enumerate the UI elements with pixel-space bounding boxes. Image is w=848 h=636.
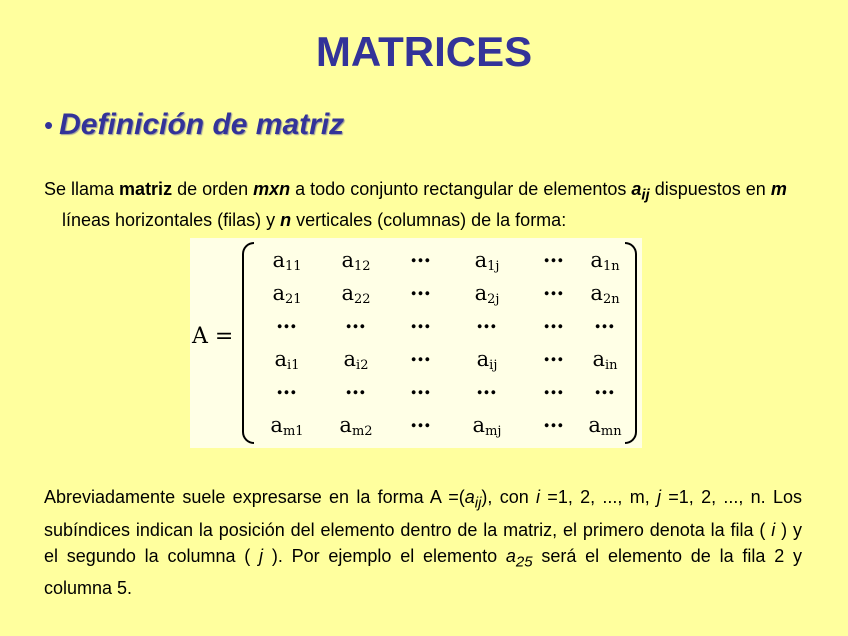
matrix-cell: … [410,308,432,333]
text-span: de orden [172,179,254,199]
bold-italic-term: mxn [253,179,291,199]
bold-italic-term: m [770,179,787,199]
matrix-cell: … [410,407,432,432]
bullet-marker: • [44,110,54,140]
matrix-cell: $a_{in}$ [592,346,618,373]
matrix-cell: … [476,374,498,399]
matrix-cell: $a_{i2}$ [343,346,369,373]
matrix-cell: … [410,275,432,300]
matrix-label: A = [192,324,234,349]
notation-paragraph [44,484,802,601]
text-span: =1, 2, ..., n. Los subíndices indican la posición del elemento dentro de la matriz, el primero denota la fila ( [44,487,802,540]
matrix-cell: $a_{1n}$ [590,247,620,274]
matrix-figure [190,238,642,448]
matrix-cell: … [594,308,616,333]
definition-paragraph [44,177,792,233]
text-span: ), con [481,487,537,507]
page-title: MATRICES [315,28,533,75]
matrix-cell: … [410,341,432,366]
text-span: líneas horizontales (filas) y [62,209,281,230]
element-symbol: $a_{ij}$ [631,179,650,204]
matrix-cell: $a_{ij}$ [476,346,498,373]
matrix-cell: … [345,308,367,333]
math-symbol: j [259,545,264,566]
matrix-cell: … [276,308,298,333]
matrix-cell: … [476,308,498,333]
math-symbol: i [536,487,541,507]
text-span: Abreviadamente suele expresarse en la forma A =( [44,487,465,507]
text-span: Se llama [44,179,120,199]
matrix-cell: $a_{i1}$ [274,346,300,373]
matrix-cell: … [543,275,565,300]
text-span: ) y el segundo la columna ( [44,519,802,566]
matrix-cell: … [410,242,432,267]
matrix-cell: … [543,374,565,399]
matrix-cell: … [410,374,432,399]
matrix-cell: $a_{m1}$ [270,412,304,439]
math-symbol: $a_{25}$ [505,545,533,571]
matrix-grid [252,244,624,442]
matrix-cell: $a_{m2}$ [339,412,373,439]
section-heading [44,108,344,142]
matrix-cell: … [543,242,565,267]
matrix-cell: $a_{12}$ [341,247,371,274]
matrix-cell: … [594,374,616,399]
matrix-cell: $a_{22}$ [341,280,371,307]
math-symbol: i [771,519,776,540]
matrix-cell: $a_{21}$ [272,280,302,307]
matrix-cell: $a_{1j}$ [474,247,500,274]
bold-italic-term: n [280,209,292,230]
math-symbol: j [656,487,661,507]
matrix-cell: $a_{2n}$ [590,280,620,307]
text-span: a todo conjunto rectangular de elementos [290,179,632,199]
matrix-cell: $a_{mn}$ [588,412,622,439]
matrix-cell: $a_{11}$ [272,247,302,274]
right-parenthesis [625,242,637,444]
matrix-cell: … [345,374,367,399]
text-span: será el elemento de la fila 2 y columna 5. [44,545,802,599]
text-span: =1, 2, ..., m, [540,487,657,507]
text-span: dispuestos en [649,179,771,199]
matrix-cell: … [543,341,565,366]
matrix-cell: … [276,374,298,399]
matrix-cell: … [543,407,565,432]
text-span: ). Por ejemplo el elemento [263,545,506,566]
section-heading-text: Definición de matriz [59,108,345,141]
bold-term: matriz [119,179,173,199]
matrix-cell: $a_{2j}$ [474,280,500,307]
math-symbol: $a_{ij}$ [464,487,482,512]
matrix-cell: … [543,308,565,333]
matrix-cell: $a_{mj}$ [472,412,502,439]
text-span: verticales (columnas) de la forma: [291,209,567,230]
